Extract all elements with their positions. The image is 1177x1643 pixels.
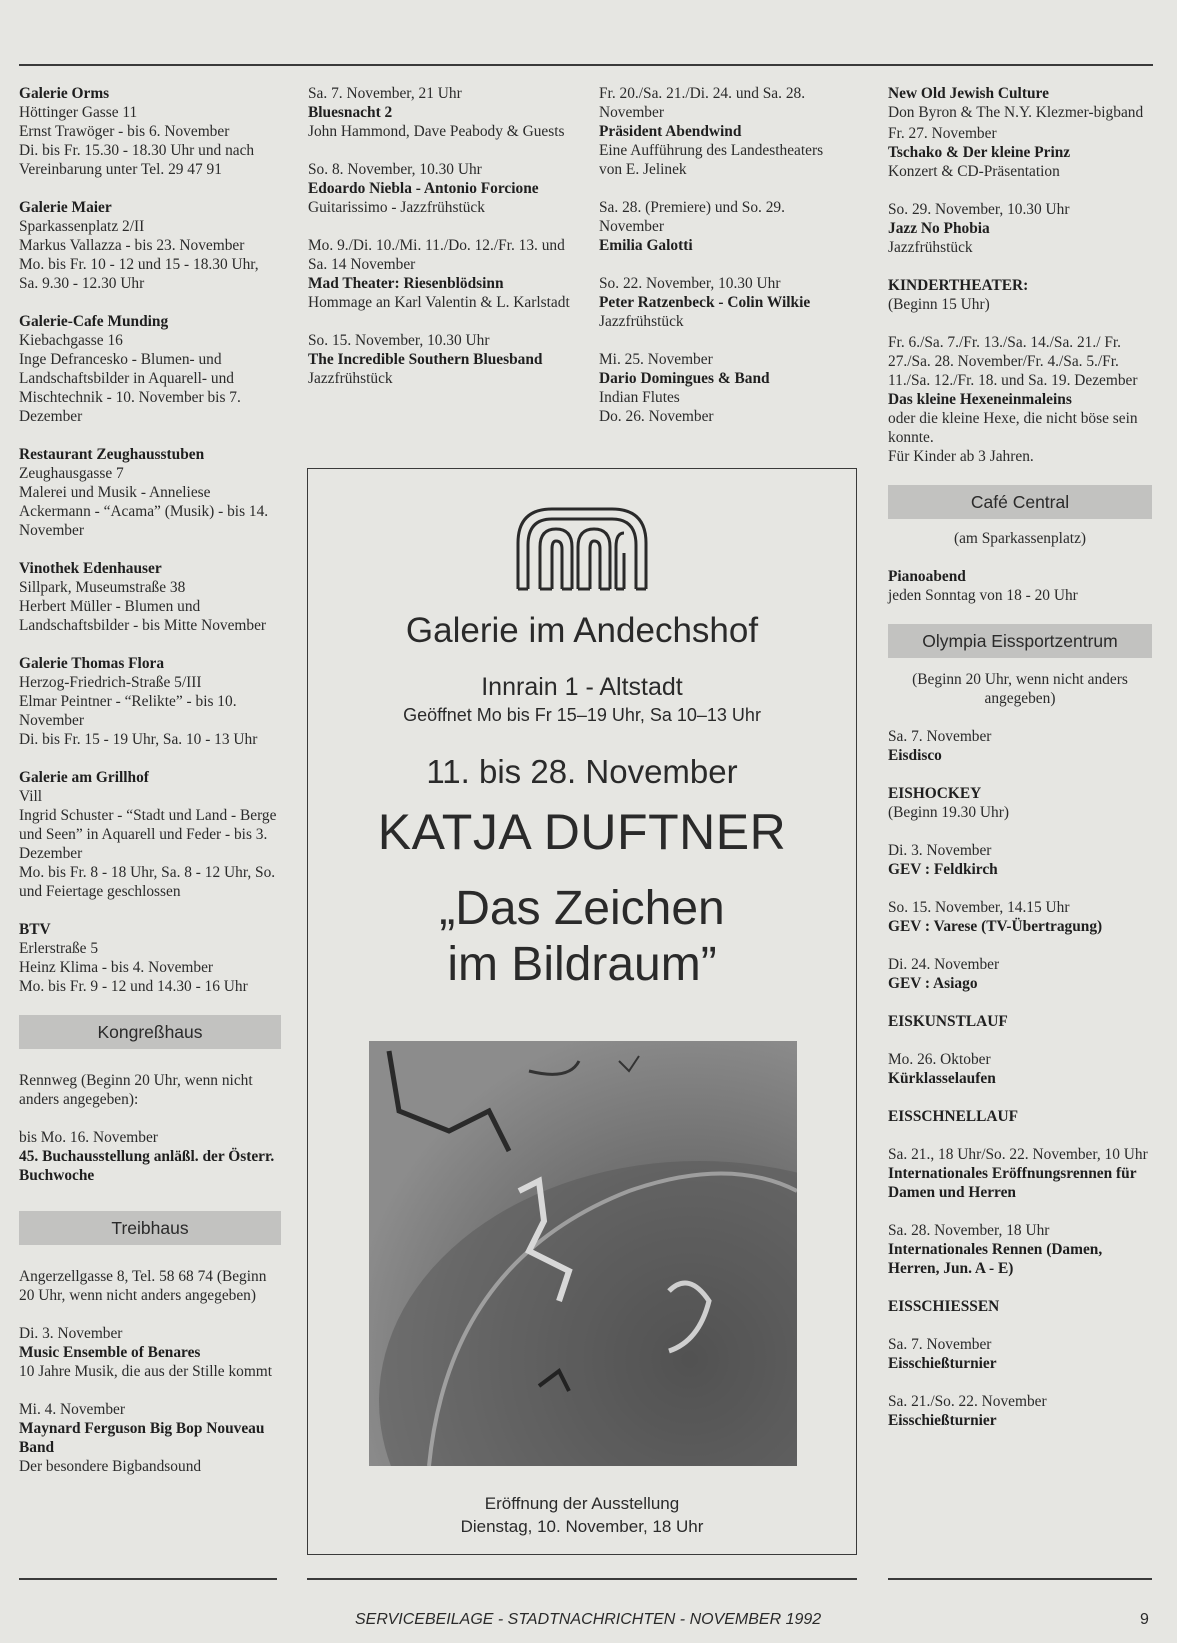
event-date: Di. 3. November	[19, 1325, 123, 1342]
section-header-treibhaus: Treibhaus	[19, 1211, 281, 1245]
event-title: Internationales Rennen (Damen, Herren, Jun. A - E)	[888, 1241, 1103, 1277]
gallery-entry	[19, 559, 281, 635]
event-entry	[888, 333, 1152, 466]
event-desc: Jazzfrühstück	[888, 239, 973, 256]
gallery-name: Galerie-Cafe Munding	[19, 313, 169, 330]
event-title: Music Ensemble of Benares	[19, 1344, 201, 1361]
event-title: Mad Theater: Riesenblödsinn	[308, 275, 504, 292]
event-entry	[308, 331, 573, 388]
event-date: Di. 3. November	[888, 842, 992, 859]
event-title: Bluesnacht 2	[308, 104, 393, 121]
event-date: Fr. 6./Sa. 7./Fr. 13./Sa. 14./Sa. 21./ Fr. 27./Sa. 28. November/Fr. 4./Sa. 5./Fr. 11./Sa. 12./Fr. 18. und Sa. 19. Dezember	[888, 334, 1138, 389]
section-heading: EISKUNSTLAUF	[888, 1013, 1008, 1030]
event-date: Sa. 7. November, 21 Uhr	[308, 85, 462, 102]
event-title: Das kleine Hexeneinmaleins	[888, 391, 1072, 408]
event-date: Sa. 21./So. 22. November	[888, 1393, 1047, 1410]
gallery-name: Galerie Orms	[19, 85, 110, 102]
event-title: Internationales Eröffnungsrennen für Damen und Herren	[888, 1165, 1137, 1201]
gallery-line: Mo. bis Fr. 9 - 12 und 14.30 - 16 Uhr	[19, 978, 248, 995]
gallery-name: Galerie Maier	[19, 199, 112, 216]
event-date: Fr. 27. November	[888, 125, 997, 142]
event-title: Pianoabend	[888, 568, 966, 585]
section-header-kongresshaus: Kongreßhaus	[19, 1015, 281, 1049]
event-title: 45. Buchausstellung anläßl. der Österr. Buchwoche	[19, 1148, 275, 1184]
event-date: Di. 24. November	[888, 956, 1000, 973]
gallery-line: Höttinger Gasse 11	[19, 104, 138, 121]
event-date: So. 15. November, 14.15 Uhr	[888, 899, 1070, 916]
gallery-name: BTV	[19, 921, 51, 938]
event-title: Kürklasselaufen	[888, 1070, 996, 1087]
gallery-entry	[19, 84, 281, 179]
gallery-line: Herbert Müller - Blumen und Landschaftsbilder - bis Mitte November	[19, 598, 267, 634]
event-title: Emilia Galotti	[599, 237, 693, 254]
section-note: (Beginn 15 Uhr)	[888, 296, 990, 313]
event-title: GEV : Feldkirch	[888, 861, 998, 878]
gallery-entry	[19, 445, 281, 540]
event-entry	[888, 1335, 1152, 1373]
event-title: The Incredible Southern Bluesband	[308, 351, 543, 368]
event-desc: Guitarissimo - Jazzfrühstück	[308, 199, 485, 216]
event-entry	[599, 84, 849, 179]
gallery-name: Galerie im Andechshof	[405, 611, 759, 650]
event-title: Eisschießturnier	[888, 1355, 997, 1372]
event-desc: Indian Flutes	[599, 389, 680, 406]
column-galleries	[19, 84, 281, 1495]
event-date: So. 22. November, 10.30 Uhr	[599, 275, 781, 292]
section-heading: EISSCHIESSEN	[888, 1298, 1000, 1315]
event-entry	[888, 84, 1152, 122]
exhibition-title-line: „Das Zeichen	[439, 882, 725, 935]
gallery-line: Elmar Peintner - “Relikte” - bis 10. November	[19, 693, 237, 729]
event-desc: Don Byron & The N.Y. Klezmer-bigband	[888, 104, 1144, 121]
gallery-entry	[19, 198, 281, 293]
opening-hours: Geöffnet Mo bis Fr 15–19 Uhr, Sa 10–13 Uhr	[403, 705, 761, 725]
gallery-line: Di. bis Fr. 15 - 19 Uhr, Sa. 10 - 13 Uhr	[19, 731, 258, 748]
section-note: (Beginn 19.30 Uhr)	[888, 804, 1009, 821]
event-date: Sa. 28. November, 18 Uhr	[888, 1222, 1050, 1239]
gallery-advertisement	[307, 468, 857, 1555]
section-heading: EISSCHNELLAUF	[888, 1108, 1019, 1125]
gallery-line: Ernst Trawöger - bis 6. November	[19, 123, 230, 140]
column-events-a	[308, 84, 573, 407]
event-entry	[888, 1050, 1152, 1088]
event-desc: John Hammond, Dave Peabody & Guests	[308, 123, 565, 140]
section-heading: KINDERTHEATER:	[888, 277, 1029, 294]
event-entry	[19, 1324, 281, 1381]
event-desc: Für Kinder ab 3 Jahren.	[888, 448, 1034, 465]
event-entry	[888, 727, 1152, 765]
gallery-line: Markus Vallazza - bis 23. November	[19, 237, 245, 254]
arches-logo-icon	[512, 503, 652, 598]
bottom-rule	[307, 1578, 857, 1580]
opening-date: Dienstag, 10. November, 18 Uhr	[460, 1517, 704, 1536]
gallery-line: Di. bis Fr. 15.30 - 18.30 Uhr und nach Vereinbarung unter Tel. 29 47 91	[19, 142, 255, 178]
event-desc: Jazzfrühstück	[599, 313, 684, 330]
event-title: Peter Ratzenbeck - Colin Wilkie	[599, 294, 811, 311]
exhibition-title-line: im Bildraum”	[447, 938, 717, 991]
kongress-intro: Rennweg (Beginn 20 Uhr, wenn nicht anders angegeben):	[19, 1072, 253, 1108]
event-desc: jeden Sonntag von 18 - 20 Uhr	[888, 587, 1078, 604]
gallery-name: Galerie Thomas Flora	[19, 655, 165, 672]
event-date: Sa. 7. November	[888, 1336, 992, 1353]
section-header-olympia: Olympia Eissportzentrum	[888, 624, 1152, 658]
event-date: Mi. 25. November	[599, 351, 713, 368]
event-date: Mi. 4. November	[19, 1401, 126, 1418]
bottom-rule	[888, 1578, 1152, 1580]
gallery-name: Restaurant Zeughausstuben	[19, 446, 205, 463]
gallery-entry	[19, 920, 281, 996]
event-date: Mo. 9./Di. 10./Mi. 11./Do. 12./Fr. 13. und Sa. 14 November	[308, 237, 565, 273]
event-desc: oder die kleine Hexe, die nicht böse sein konnte.	[888, 410, 1138, 446]
event-date: So. 29. November, 10.30 Uhr	[888, 201, 1070, 218]
gallery-address: Innrain 1 - Altstadt	[481, 673, 683, 701]
section-heading: EISHOCKEY	[888, 785, 982, 802]
event-entry	[888, 898, 1152, 936]
event-date: Fr. 20./Sa. 21./Di. 24. und Sa. 28. November	[599, 85, 806, 121]
gallery-name: Vinothek Edenhauser	[19, 560, 162, 577]
event-entry	[888, 200, 1152, 257]
event-title: Eisdisco	[888, 747, 942, 764]
gallery-name: Galerie am Grillhof	[19, 769, 149, 786]
event-entry	[888, 1145, 1152, 1202]
event-desc: 10 Jahre Musik, die aus der Stille kommt	[19, 1363, 273, 1380]
treibhaus-intro: Angerzellgasse 8, Tel. 58 68 74 (Beginn 20 Uhr, wenn nicht anders angegeben)	[19, 1268, 267, 1304]
event-entry	[599, 350, 849, 426]
exhibition-dates: 11. bis 28. November	[426, 753, 738, 790]
gallery-line: Erlerstraße 5	[19, 940, 99, 957]
opening-caption: Eröffnung der Ausstellung	[484, 1494, 680, 1513]
event-title: GEV : Varese (TV-Übertragung)	[888, 918, 1103, 935]
event-entry	[888, 841, 1152, 879]
gallery-entry	[19, 312, 281, 426]
event-desc: Jazzfrühstück	[308, 370, 393, 387]
gallery-line: Kiebachgasse 16	[19, 332, 123, 349]
gallery-entry	[19, 768, 281, 901]
gallery-line: Herzog-Friedrich-Straße 5/III	[19, 674, 202, 691]
event-title: Dario Domingues & Band	[599, 370, 770, 387]
event-entry	[308, 160, 573, 217]
event-title: Maynard Ferguson Big Bop Nouveau Band	[19, 1420, 265, 1456]
bottom-rule	[19, 1578, 277, 1580]
gallery-line: Vill	[19, 788, 43, 805]
event-date: Sa. 7. November	[888, 728, 992, 745]
event-date: Do. 26. November	[599, 408, 714, 425]
event-desc: Konzert & CD-Präsentation	[888, 163, 1060, 180]
event-entry	[19, 1128, 281, 1185]
event-date: bis Mo. 16. November	[19, 1129, 158, 1146]
column-events-c	[888, 84, 1152, 1430]
gallery-line: Malerei und Musik - Anneliese Ackermann - “Acama” (Musik) - bis 14. November	[19, 484, 269, 539]
event-entry	[599, 198, 849, 255]
section-header-cafe-central: Café Central	[888, 485, 1152, 519]
gallery-line: Sparkassenplatz 2/II	[19, 218, 145, 235]
event-entry	[308, 84, 573, 141]
artwork-image	[369, 1041, 797, 1466]
event-date: Sa. 28. (Premiere) und So. 29. November	[599, 199, 785, 235]
event-desc: Eine Aufführung des Landestheaters von E. Jelinek	[599, 142, 824, 178]
exhibition-title	[308, 881, 856, 993]
gallery-line: Mo. bis Fr. 8 - 18 Uhr, Sa. 8 - 12 Uhr, So. und Feiertage geschlossen	[19, 864, 276, 900]
event-title: Eisschießturnier	[888, 1412, 997, 1429]
event-date: Mo. 26. Oktober	[888, 1051, 991, 1068]
section-note: (am Sparkassenplatz)	[953, 530, 1087, 547]
event-entry	[308, 236, 573, 312]
event-entry	[888, 567, 1152, 605]
event-title: GEV : Asiago	[888, 975, 978, 992]
event-entry	[19, 1400, 281, 1476]
section-note: (Beginn 20 Uhr, wenn nicht anders angegeben)	[912, 671, 1128, 707]
event-entry	[888, 1221, 1152, 1278]
event-entry	[888, 124, 1152, 181]
event-title: Edoardo Niebla - Antonio Forcione	[308, 180, 539, 197]
gallery-line: Mo. bis Fr. 10 - 12 und 15 - 18.30 Uhr, Sa. 9.30 - 12.30 Uhr	[19, 256, 259, 292]
gallery-entry	[19, 654, 281, 749]
gallery-line: Heinz Klima - bis 4. November	[19, 959, 214, 976]
event-title: Präsident Abendwind	[599, 123, 742, 140]
page-number: 9	[1140, 1611, 1149, 1628]
event-entry	[888, 955, 1152, 993]
kindertheater-block	[888, 276, 1152, 314]
artist-name: KATJA DUFTNER	[377, 804, 787, 860]
event-date: So. 8. November, 10.30 Uhr	[308, 161, 482, 178]
gallery-line: Inge Defrancesko - Blumen- und Landschaftsbilder in Aquarell- und Mischtechnik - 10. November bis 7. Dezember	[19, 351, 241, 425]
event-entry	[888, 1392, 1152, 1430]
column-events-b	[599, 84, 849, 426]
eishockey-block	[888, 784, 1152, 822]
event-entry	[599, 274, 849, 331]
event-date: So. 15. November, 10.30 Uhr	[308, 332, 490, 349]
event-title: New Old Jewish Culture	[888, 85, 1049, 102]
event-desc: Der besondere Bigbandsound	[19, 1458, 202, 1475]
top-rule	[19, 64, 1153, 66]
gallery-line: Sillpark, Museumstraße 38	[19, 579, 186, 596]
event-date: Sa. 21., 18 Uhr/So. 22. November, 10 Uhr	[888, 1146, 1148, 1163]
page-footer: SERVICEBEILAGE - STADTNACHRICHTEN - NOVEMBER 1992	[355, 1611, 822, 1628]
event-title: Jazz No Phobia	[888, 220, 990, 237]
event-desc: Hommage an Karl Valentin & L. Karlstadt	[308, 294, 570, 311]
gallery-line: Zeughausgasse 7	[19, 465, 124, 482]
event-title: Tschako & Der kleine Prinz	[888, 144, 1071, 161]
gallery-line: Ingrid Schuster - “Stadt und Land - Berge und Seen” in Aquarell und Feder - bis 3. Dezember	[19, 807, 277, 862]
